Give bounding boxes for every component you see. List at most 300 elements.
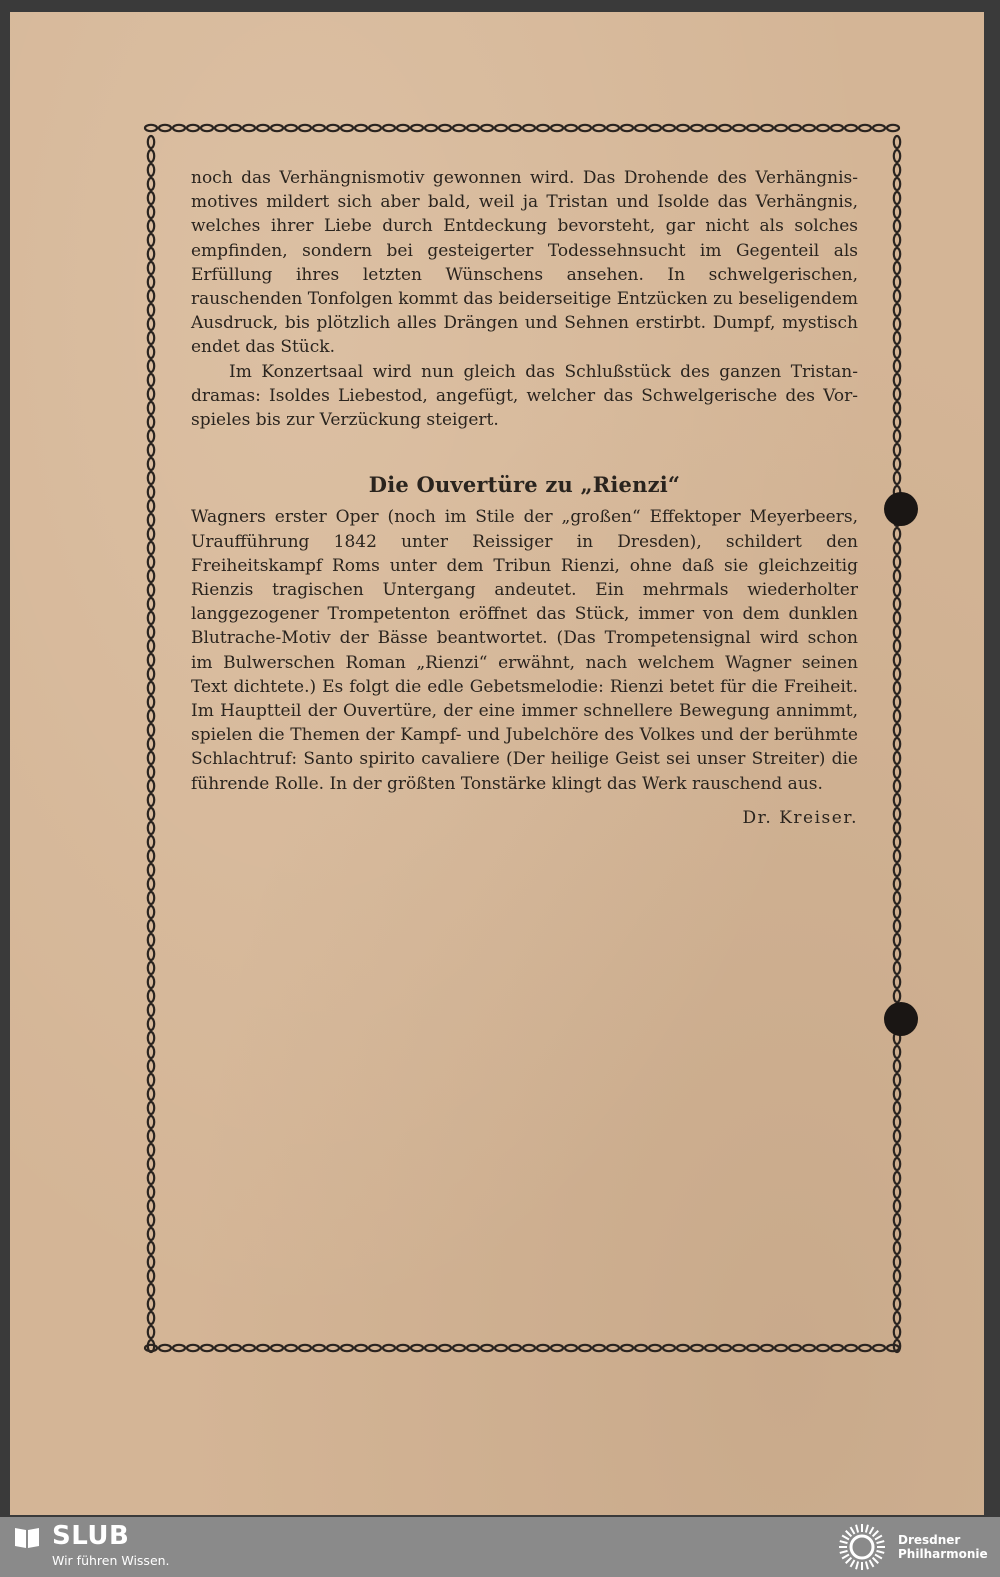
chain-link xyxy=(894,598,900,610)
chain-link xyxy=(148,164,154,176)
chain-link xyxy=(148,1158,154,1170)
chain-link xyxy=(271,125,283,131)
chain-link xyxy=(148,1326,154,1338)
chain-link xyxy=(313,125,325,131)
chain-link xyxy=(159,125,171,131)
chain-link xyxy=(148,444,154,456)
chain-link xyxy=(894,304,900,316)
chain-link xyxy=(453,125,465,131)
chain-link xyxy=(148,640,154,652)
chain-link xyxy=(775,125,787,131)
chain-link xyxy=(789,125,801,131)
chain-link xyxy=(537,1345,549,1351)
partner-name-line2: Philharmonie xyxy=(898,1547,988,1561)
chain-link xyxy=(148,388,154,400)
chain-link xyxy=(425,1345,437,1351)
chain-link xyxy=(894,430,900,442)
chain-link xyxy=(411,125,423,131)
logo-ray xyxy=(873,1531,879,1537)
chain-link xyxy=(148,906,154,918)
chain-link xyxy=(148,234,154,246)
chain-link xyxy=(691,125,703,131)
chain-link xyxy=(148,332,154,344)
chain-link xyxy=(148,920,154,932)
chain-link xyxy=(148,528,154,540)
chain-link xyxy=(148,1018,154,1030)
chain-link xyxy=(148,668,154,680)
chain-link xyxy=(894,1256,900,1268)
chain-link xyxy=(894,920,900,932)
chain-link xyxy=(719,125,731,131)
logo-ray xyxy=(870,1527,874,1534)
chain-link xyxy=(467,1345,479,1351)
chain-link xyxy=(894,262,900,274)
footer-bar xyxy=(0,1517,1000,1577)
chain-link xyxy=(215,1345,227,1351)
logo-ray xyxy=(875,1536,882,1540)
chain-link xyxy=(894,542,900,554)
chain-link xyxy=(148,304,154,316)
chain-link xyxy=(148,626,154,638)
chain-link xyxy=(148,1256,154,1268)
chain-link xyxy=(148,346,154,358)
chain-link xyxy=(873,125,885,131)
chain-link xyxy=(775,1345,787,1351)
chain-link xyxy=(243,1345,255,1351)
slub-name: SLUB xyxy=(52,1521,130,1551)
chain-link xyxy=(285,1345,297,1351)
chain-link xyxy=(148,1270,154,1282)
chain-link xyxy=(148,374,154,386)
chain-link xyxy=(299,125,311,131)
logo-ray xyxy=(866,1525,868,1533)
logo-ray xyxy=(840,1541,848,1543)
chain-link xyxy=(894,1074,900,1086)
chain-link xyxy=(894,1116,900,1128)
logo-ray xyxy=(840,1551,848,1553)
chain-link xyxy=(894,150,900,162)
logo-ray xyxy=(846,1558,852,1564)
logo-ray xyxy=(876,1551,884,1553)
slub-book-icon xyxy=(14,1525,40,1549)
chain-link xyxy=(397,1345,409,1351)
chain-link xyxy=(579,1345,591,1351)
chain-link xyxy=(495,125,507,131)
chain-link xyxy=(894,850,900,862)
chain-link xyxy=(148,1046,154,1058)
chain-link xyxy=(411,1345,423,1351)
chain-link xyxy=(551,1345,563,1351)
chain-link xyxy=(537,125,549,131)
chain-link xyxy=(173,125,185,131)
chain-link xyxy=(663,125,675,131)
logo-ray xyxy=(876,1541,884,1543)
chain-link xyxy=(649,125,661,131)
chain-link xyxy=(894,1298,900,1310)
chain-link xyxy=(148,192,154,204)
chain-link xyxy=(148,1102,154,1114)
chain-link xyxy=(894,472,900,484)
chain-link xyxy=(894,1200,900,1212)
chain-link xyxy=(369,1345,381,1351)
chain-link xyxy=(894,990,900,1002)
chain-link xyxy=(148,178,154,190)
chain-link xyxy=(621,125,633,131)
chain-link xyxy=(894,962,900,974)
chain-link xyxy=(894,766,900,778)
chain-link xyxy=(887,125,899,131)
chain-link xyxy=(894,458,900,470)
chain-link xyxy=(148,738,154,750)
chain-link xyxy=(894,528,900,540)
chain-link xyxy=(148,682,154,694)
chain-link xyxy=(894,1326,900,1338)
chain-link xyxy=(894,612,900,624)
chain-link xyxy=(719,1345,731,1351)
chain-link xyxy=(148,948,154,960)
chain-link xyxy=(894,584,900,596)
chain-link xyxy=(148,808,154,820)
chain-link xyxy=(148,1186,154,1198)
chain-link xyxy=(148,836,154,848)
chain-link xyxy=(313,1345,325,1351)
chain-link xyxy=(187,1345,199,1351)
chain-link xyxy=(467,125,479,131)
chain-link xyxy=(148,1074,154,1086)
chain-link xyxy=(148,276,154,288)
chain-link xyxy=(803,1345,815,1351)
chain-link xyxy=(148,500,154,512)
chain-link xyxy=(148,584,154,596)
chain-link xyxy=(845,1345,857,1351)
chain-link xyxy=(327,1345,339,1351)
chain-link xyxy=(439,1345,451,1351)
chain-link xyxy=(148,248,154,260)
logo-ray xyxy=(873,1558,879,1564)
chain-link xyxy=(425,125,437,131)
chain-link xyxy=(565,125,577,131)
chain-link xyxy=(327,125,339,131)
chain-link xyxy=(894,1270,900,1282)
chain-link xyxy=(894,1088,900,1100)
chain-link xyxy=(565,1345,577,1351)
chain-link xyxy=(257,1345,269,1351)
chain-link xyxy=(148,542,154,554)
chain-link xyxy=(817,125,829,131)
chain-link xyxy=(271,1345,283,1351)
section-heading: Die Ouvertüre zu „Rienzi“ xyxy=(368,472,681,498)
chain-link xyxy=(894,682,900,694)
chain-link xyxy=(148,1284,154,1296)
chain-link xyxy=(894,1102,900,1114)
chain-link xyxy=(229,125,241,131)
chain-link xyxy=(148,962,154,974)
chain-link xyxy=(148,864,154,876)
chain-link xyxy=(148,136,154,148)
logo-ray xyxy=(842,1536,849,1540)
chain-link xyxy=(481,1345,493,1351)
chain-link xyxy=(894,752,900,764)
paragraph-liebestod: Im Konzertsaal wird nun gleich das Schlußstück des ganzen Tristandramas: Isoldes Liebestod, angefügt, welcher das Schwelgerische des Vorspieles bis zur Verzückung steigert. xyxy=(191,361,858,431)
logo-ray xyxy=(875,1555,882,1559)
chain-link xyxy=(789,1345,801,1351)
chain-link xyxy=(453,1345,465,1351)
chain-link xyxy=(148,1200,154,1212)
chain-link xyxy=(148,318,154,330)
chain-link xyxy=(148,1228,154,1240)
chain-link xyxy=(705,1345,717,1351)
chain-link xyxy=(593,1345,605,1351)
chain-link xyxy=(894,1130,900,1142)
chain-link xyxy=(894,1228,900,1240)
chain-link xyxy=(747,125,759,131)
chain-link xyxy=(148,1032,154,1044)
chain-link xyxy=(894,724,900,736)
chain-link xyxy=(148,1088,154,1100)
chain-link xyxy=(148,934,154,946)
chain-link xyxy=(148,1144,154,1156)
chain-link xyxy=(148,696,154,708)
chain-link xyxy=(148,654,154,666)
chain-link xyxy=(148,402,154,414)
chain-link xyxy=(733,125,745,131)
chain-link xyxy=(894,794,900,806)
chain-link xyxy=(761,125,773,131)
chain-link xyxy=(148,472,154,484)
chain-link xyxy=(148,780,154,792)
chain-link xyxy=(148,850,154,862)
philharmonie-logo-icon xyxy=(836,1521,888,1573)
logo-ray xyxy=(856,1561,858,1569)
chain-link xyxy=(733,1345,745,1351)
chain-link xyxy=(397,125,409,131)
chain-link xyxy=(148,206,154,218)
chain-link xyxy=(148,822,154,834)
chain-link xyxy=(894,388,900,400)
chain-link xyxy=(677,1345,689,1351)
chain-link xyxy=(579,125,591,131)
chain-link xyxy=(593,125,605,131)
chain-link xyxy=(894,878,900,890)
chain-link xyxy=(691,1345,703,1351)
partner-name-line1: Dresdner xyxy=(898,1533,961,1547)
chain-link xyxy=(894,556,900,568)
punch-hole-lower xyxy=(884,1002,918,1036)
chain-link xyxy=(894,696,900,708)
chain-link xyxy=(341,1345,353,1351)
chain-link xyxy=(148,430,154,442)
chain-link xyxy=(341,125,353,131)
chain-link xyxy=(173,1345,185,1351)
chain-link xyxy=(635,125,647,131)
chain-link xyxy=(551,125,563,131)
chain-link xyxy=(894,668,900,680)
chain-link xyxy=(369,125,381,131)
chain-link xyxy=(148,598,154,610)
chain-link xyxy=(148,976,154,988)
chain-link xyxy=(148,878,154,890)
chain-link xyxy=(495,1345,507,1351)
chain-link xyxy=(894,934,900,946)
chain-link xyxy=(439,125,451,131)
chain-link xyxy=(894,136,900,148)
logo-ray xyxy=(866,1561,868,1569)
chain-link xyxy=(201,1345,213,1351)
chain-link xyxy=(894,864,900,876)
chain-link xyxy=(148,612,154,624)
chain-link xyxy=(894,1312,900,1324)
chain-link xyxy=(894,360,900,372)
chain-link xyxy=(894,402,900,414)
chain-link xyxy=(894,626,900,638)
chain-link xyxy=(894,206,900,218)
chain-link xyxy=(148,570,154,582)
chain-link xyxy=(831,1345,843,1351)
chain-link xyxy=(894,178,900,190)
chain-link xyxy=(747,1345,759,1351)
chain-link xyxy=(148,1298,154,1310)
logo-ray xyxy=(870,1560,874,1567)
punch-hole-upper xyxy=(884,492,918,526)
chain-link xyxy=(894,374,900,386)
text-block xyxy=(191,166,858,830)
chain-link xyxy=(148,1060,154,1072)
chain-link xyxy=(148,766,154,778)
chain-link xyxy=(148,556,154,568)
chain-link xyxy=(859,125,871,131)
chain-link xyxy=(299,1345,311,1351)
chain-link xyxy=(145,125,157,131)
chain-link xyxy=(894,416,900,428)
chain-link xyxy=(894,738,900,750)
chain-link xyxy=(859,1345,871,1351)
chain-link xyxy=(148,1312,154,1324)
chain-link xyxy=(894,654,900,666)
chain-link xyxy=(229,1345,241,1351)
chain-link xyxy=(894,948,900,960)
chain-link xyxy=(148,416,154,428)
chain-link xyxy=(663,1345,675,1351)
chain-link xyxy=(148,1242,154,1254)
chain-link xyxy=(148,1004,154,1016)
chain-link xyxy=(894,780,900,792)
chain-link xyxy=(894,1214,900,1226)
chain-link xyxy=(894,1060,900,1072)
logo-ray xyxy=(856,1525,858,1533)
chain-link xyxy=(894,710,900,722)
chain-link xyxy=(894,1186,900,1198)
chain-link xyxy=(831,125,843,131)
chain-link xyxy=(894,892,900,904)
chain-link xyxy=(148,1214,154,1226)
chain-link xyxy=(894,276,900,288)
chain-link xyxy=(148,752,154,764)
chain-link xyxy=(509,1345,521,1351)
chain-link xyxy=(803,125,815,131)
chain-link xyxy=(355,125,367,131)
chain-link xyxy=(607,1345,619,1351)
chain-link xyxy=(159,1345,171,1351)
chain-link xyxy=(201,125,213,131)
chain-link xyxy=(383,1345,395,1351)
chain-link xyxy=(705,125,717,131)
chain-link xyxy=(635,1345,647,1351)
chain-link xyxy=(894,164,900,176)
chain-link xyxy=(523,1345,535,1351)
chain-link xyxy=(894,836,900,848)
chain-link xyxy=(523,125,535,131)
chain-link xyxy=(257,125,269,131)
logo-ray xyxy=(851,1527,855,1534)
chain-link xyxy=(148,262,154,274)
chain-link xyxy=(845,125,857,131)
chain-link xyxy=(894,976,900,988)
chain-link xyxy=(894,640,900,652)
logo-ray xyxy=(851,1560,855,1567)
chain-link xyxy=(148,794,154,806)
chain-link xyxy=(148,458,154,470)
chain-link xyxy=(355,1345,367,1351)
chain-link xyxy=(894,346,900,358)
chain-link xyxy=(817,1345,829,1351)
chain-link xyxy=(148,150,154,162)
paragraph-tristan: noch das Verhängnismotiv gewonnen wird. Das Drohende des Verhängnismotives mildert sich aber bald, weil ja Tristan und Isolde das Verhängnis, welches ihrer Liebe durch Entdeckung bevorsteht, gar nicht als solches empfinden, sondern bei gesteigerter Todessehnsucht im Gegenteil als Erfüllung ihres letzten Wünschens ansehen. In schwelgerischen, rauschenden Tonfolgen kommt das beiderseitige Entzücken zu beseligendem Ausdruck, bis plötzlich alles Drängen und Sehnen erstirbt. Dumpf, mystisch endet das Stück. xyxy=(191,168,858,358)
chain-link xyxy=(894,1046,900,1058)
slub-tagline: Wir führen Wissen. xyxy=(52,1553,170,1568)
chain-link xyxy=(894,290,900,302)
chain-link xyxy=(894,1242,900,1254)
chain-link xyxy=(894,220,900,232)
chain-link xyxy=(148,990,154,1002)
chain-link xyxy=(148,892,154,904)
chain-link xyxy=(894,192,900,204)
chain-link xyxy=(215,125,227,131)
chain-link xyxy=(187,125,199,131)
chain-link xyxy=(509,125,521,131)
chain-link xyxy=(383,125,395,131)
chain-link xyxy=(148,1116,154,1128)
chain-link xyxy=(148,1130,154,1142)
chain-link xyxy=(894,1172,900,1184)
chain-link xyxy=(148,514,154,526)
chain-link xyxy=(649,1345,661,1351)
author-signature: Dr. Kreiser. xyxy=(742,807,858,828)
chain-link xyxy=(894,822,900,834)
chain-link xyxy=(285,125,297,131)
chain-link xyxy=(894,332,900,344)
chain-link xyxy=(148,290,154,302)
chain-link xyxy=(621,1345,633,1351)
chain-link xyxy=(894,570,900,582)
chain-link xyxy=(607,125,619,131)
paragraph-rienzi: Wagners erster Oper (noch im Stile der „großen“ Effektoper Meyerbeers, Uraufführung 1842 unter Reissiger in Dresden), schildert den Freiheitskampf Roms unter dem Tribun Rienzi, ohne daß sie gleichzeitig Rienzis tragischen Untergang andeutet. Ein mehrmals wiederholter langgezogener Trompetenton eröffnet das Stück, immer von dem dunklen Blutrache-Motiv der Bässe beantwortet. (Das Trompetensignal wird schon im Bulwerschen Roman „Rienzi“ erwähnt, nach welchem Wagner seinen Text dichtete.) Es folgt die edle Gebetsmelodie: Rienzi betet für die Freiheit. Im Hauptteil der Ouvertüre, der eine immer schnellere Bewegung annimmt, spielen die Themen der Kampf- und Jubelchöre des Volkes und der berühmte Schlachtruf: Santo spirito cavaliere (Der heilige Geist sei unser Streiter) die führende Rolle. In der größten Tonstärke klingt das Werk rauschend aus. xyxy=(191,507,858,794)
chain-link xyxy=(148,486,154,498)
chain-link xyxy=(894,248,900,260)
chain-link xyxy=(243,125,255,131)
chain-link xyxy=(148,724,154,736)
logo-ray xyxy=(846,1531,852,1537)
chain-link xyxy=(481,125,493,131)
chain-link xyxy=(894,1144,900,1156)
chain-link xyxy=(148,1172,154,1184)
chain-link xyxy=(894,808,900,820)
chain-link xyxy=(894,318,900,330)
chain-link xyxy=(894,234,900,246)
chain-link xyxy=(677,125,689,131)
chain-link xyxy=(894,1158,900,1170)
chain-link xyxy=(873,1345,885,1351)
logo-ray xyxy=(842,1555,849,1559)
